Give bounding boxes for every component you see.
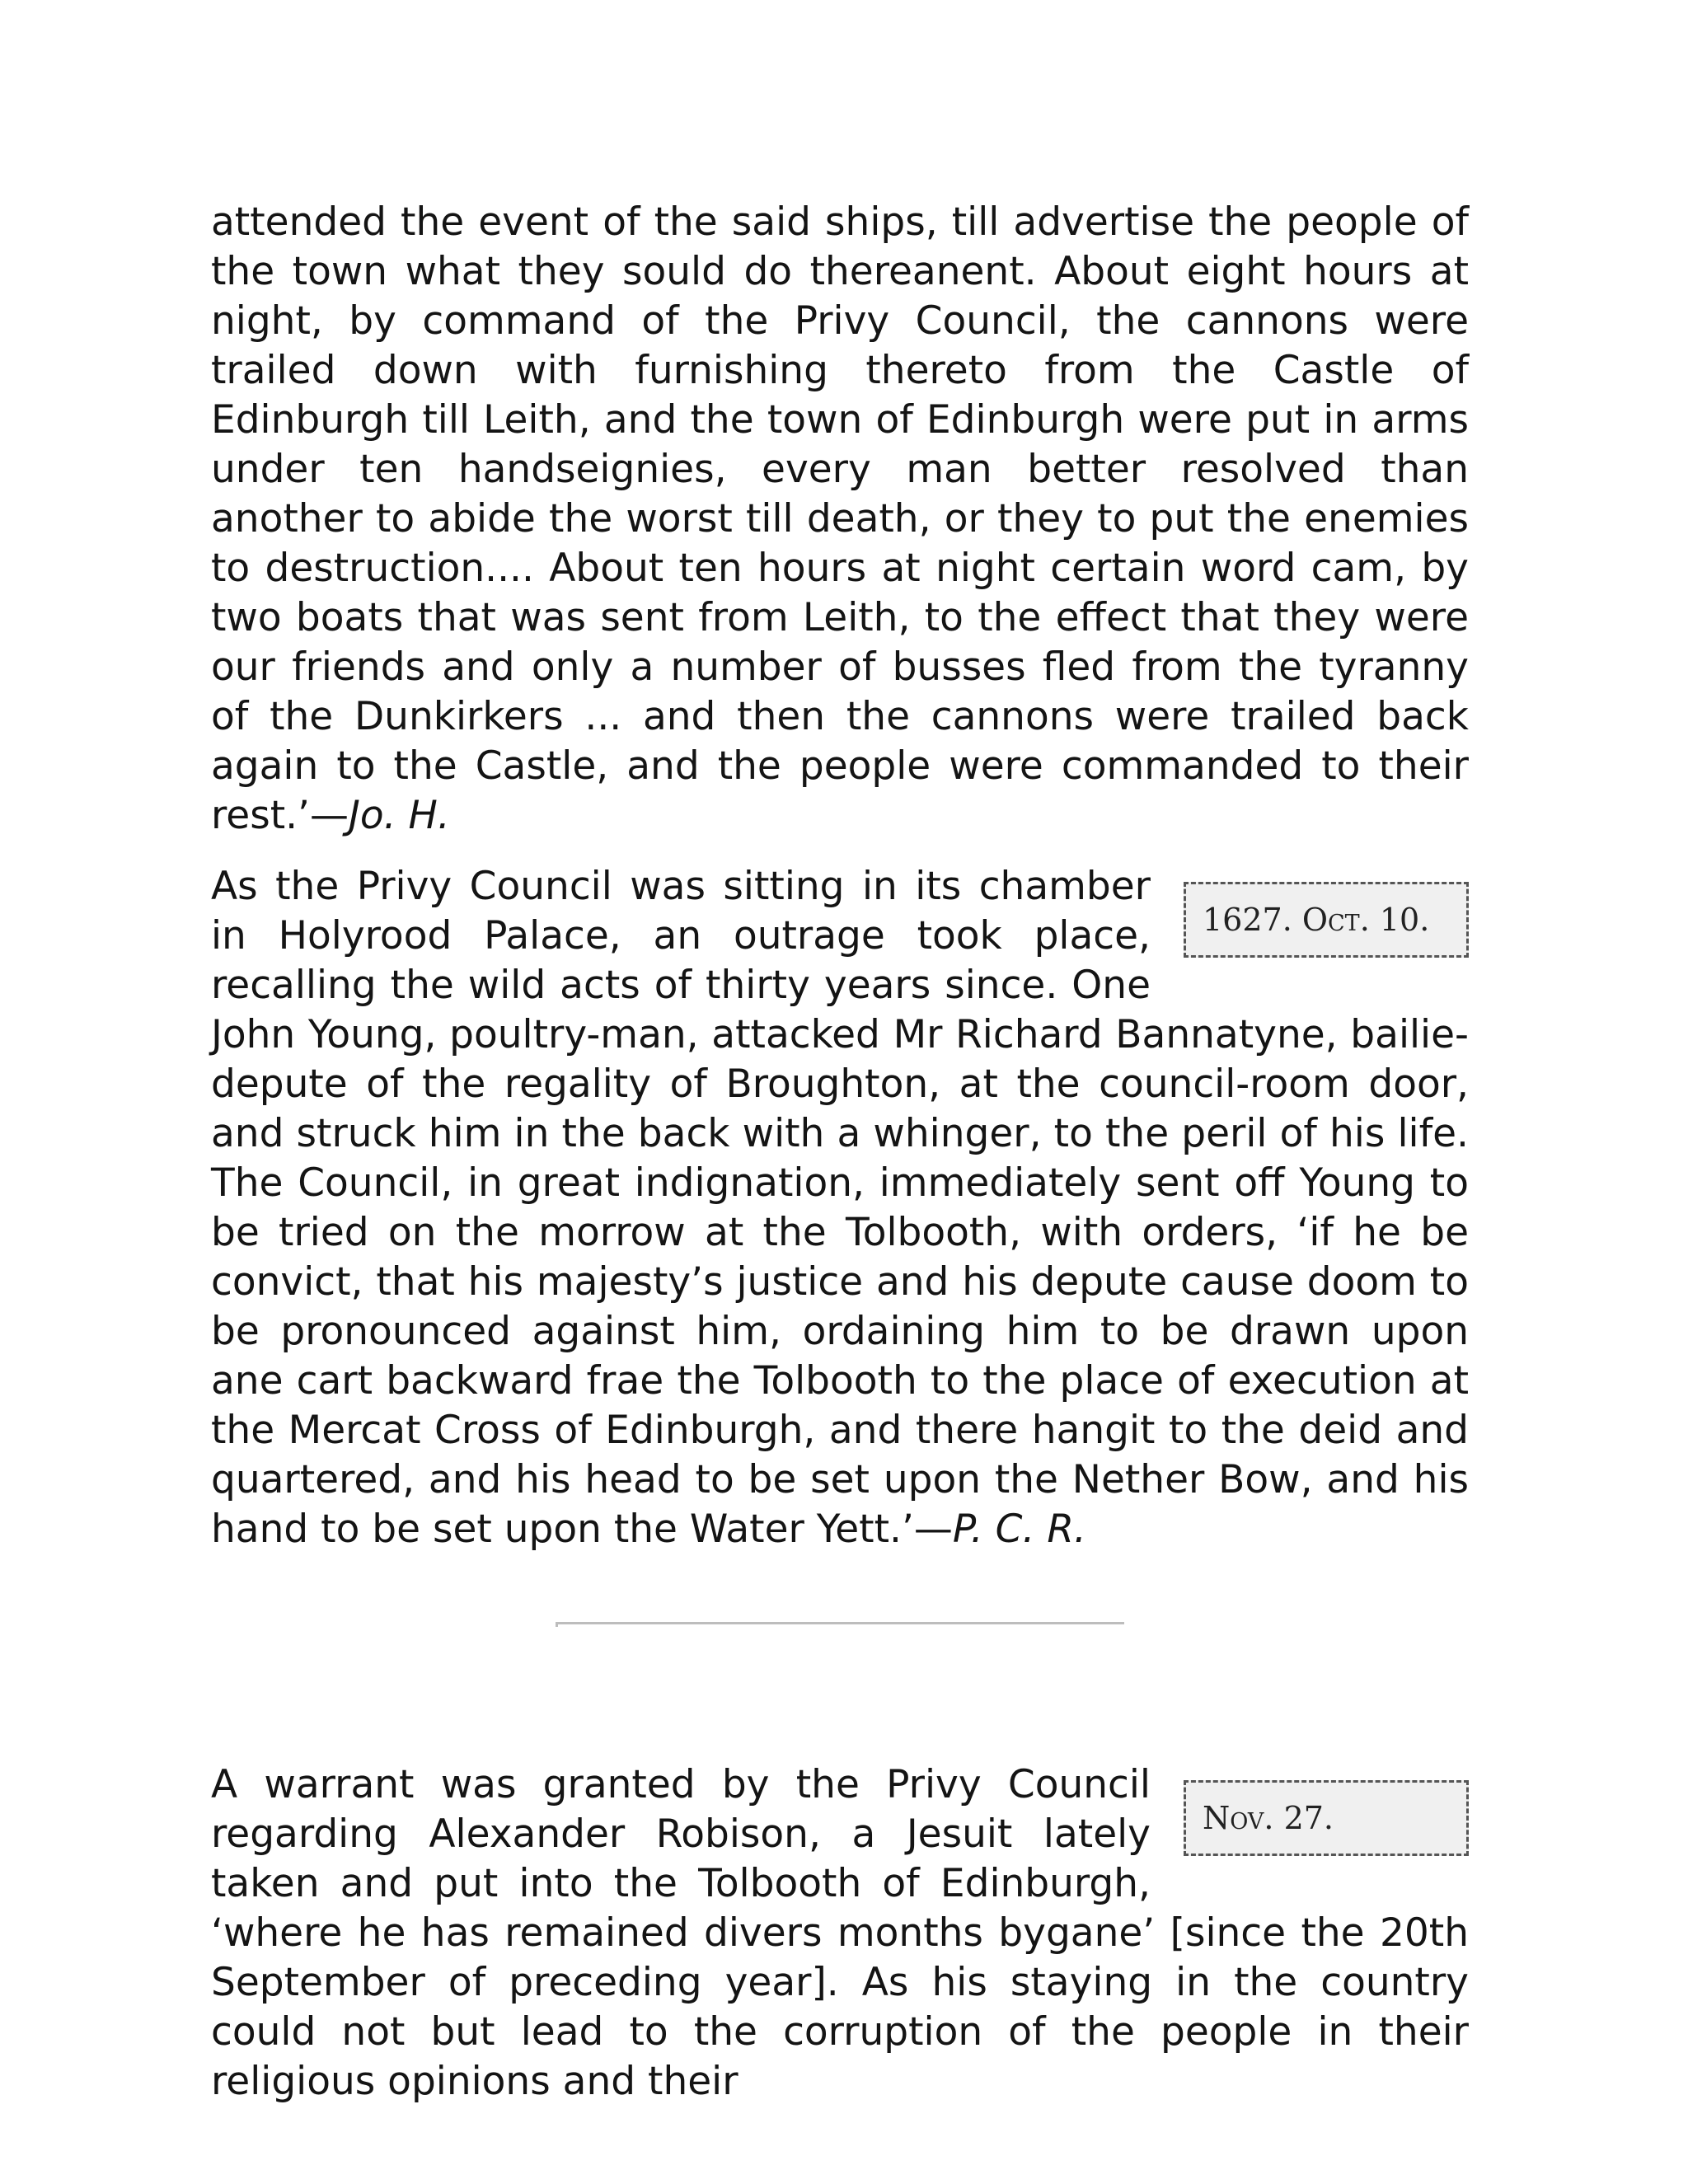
attribution: Jo. H. [349,793,450,838]
date-sidenote [1184,1780,1469,1856]
sidenote-month: Oct [1301,902,1360,938]
sidenote-month: Nov [1203,1800,1264,1836]
paragraph-ships [211,198,1469,841]
sidenote-day: . 27. [1264,1800,1334,1836]
attribution: P. C. R. [952,1507,1086,1552]
section-divider [211,1554,1469,1760]
sidenote-year: 1627. [1203,902,1302,938]
paragraph-text: attended the event of the said ships, till advertise the people of the town what they sould do thereanent. About eight hours at night, by command of the Privy Council, the cannons were trailed down with furnishing thereto from the Castle of Edinburgh till Leith, and the town of Edinburgh were put in arms under ten handseignies, every man better resolved than another to abide the worst till death, or they to put the enemies to destruction.... About ten hours at night certain word cam, by two boats that was sent from Leith, to the effect that they were our friends and only a number of busses fled from the tyranny of the Dunkirkers ... and then the cannons were trailed back again to the Castle, and the people were commanded to their rest.’— [211,199,1469,838]
sidenote-day: . 10. [1359,902,1430,938]
paragraph-warrant [211,1760,1469,2107]
date-sidenote [1184,882,1469,958]
paragraph-text: As the Privy Council was sitting in its chamber in Holyrood Palace, an outrage took place, recalling the wild acts of thirty years since. One John Young, poultry-man, attacked Mr Richard Bannatyne, bailie-depute of the regality of Broughton, at the council-room door, and struck him in the back with a whinger, to the peril of his life. The Council, in great indignation, immediately sent off Young to be tried on the morrow at the Tolbooth, with orders, ‘if he be convict, that his majesty’s justice and his depute cause doom to be pronounced against him, ordaining him to be drawn upon ane cart backward frae the Tolbooth to the place of execution at the Mercat Cross of Edinburgh, and there hangit to the deid and quartered, and his head to be set upon the Nether Bow, and his hand to be set upon the Water Yett.’— [211,864,1469,1552]
document-page [211,198,1469,2107]
paragraph-outrage [211,862,1469,1554]
horizontal-rule [556,1622,1124,1627]
paragraph-text: A warrant was granted by the Privy Council regarding Alexander Robison, a Jesuit lately taken and put into the Tolbooth of Edinburgh, ‘where he has remained divers months bygane’ [since the 20th September of preceding year]. As his staying in the country could not but lead to the corruption of the people in their religious opinions and their [211,1762,1469,2104]
